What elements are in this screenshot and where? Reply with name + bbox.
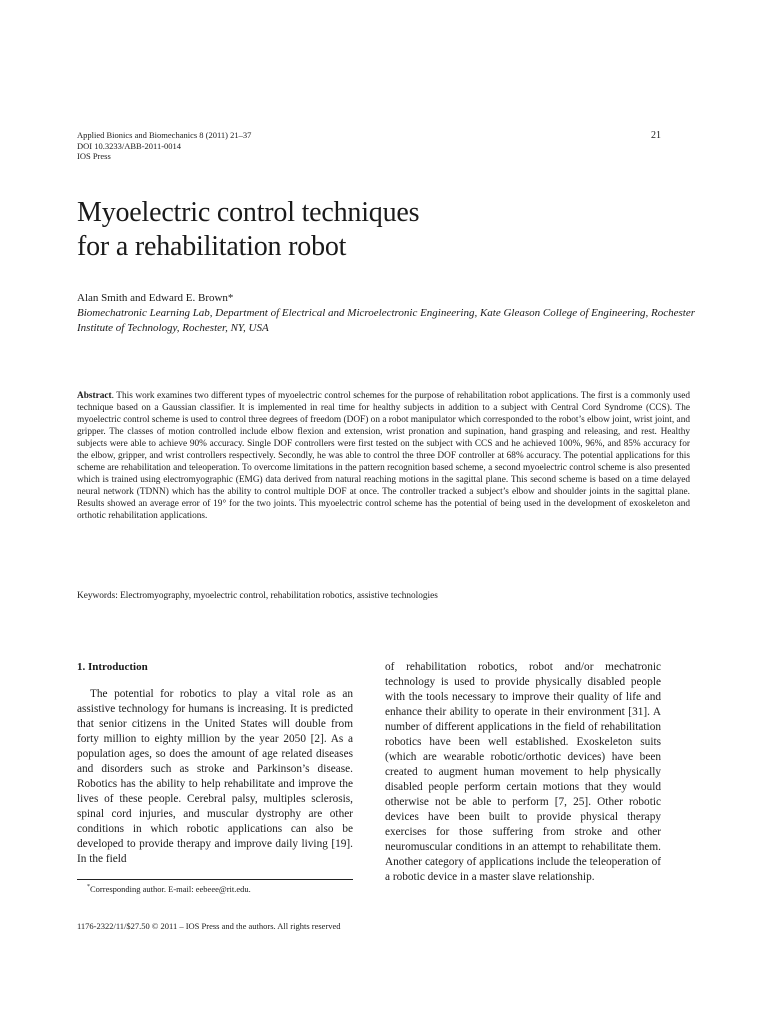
copyright-line: 1176-2322/11/$27.50 © 2011 – IOS Press and the authors. All rights reserved (77, 921, 341, 931)
journal-info (77, 130, 251, 162)
abstract-text: . This work examines two different types of myoelectric control schemes for the purpose of rehabilitation robot applications. The first is a commonly used technique based on a Gaussian classifier. It is implemented in real time for healthy subjects in addition to a subject with Central Cord Syndrome (CCS). The myoelectric control scheme is used to control three degrees of freedom (DOF) on a robot manipulator which corresponded to the robot’s elbow joint, wrist joint, and gripper. The classes of motion controlled include elbow flexion and extension, wrist pronation and supination, hand grasping and releasing, and rest. Healthy subjects were able to achieve 90% accuracy. Single DOF controllers were first tested on the subject with CCS and he achieved 100%, 96%, and 85% accuracy for the elbow, gripper, and wrist controllers respectively. Secondly, he was able to control the three DOF controller at 68% accuracy. The potential applications for this scheme are rehabilitation and teleoperation. To overcome limitations in the pattern recognition based scheme, a second myoelectric control scheme is also presented which is trained using electromyographic (EMG) data derived from natural reaching motions in the sagittal plane. This second scheme is based on a time delayed neural network (TDNN) which has the ability to control multiple DOF at once. The controller tracked a subject’s elbow and shoulder joints in the sagittal plane. Results showed an average error of 19° for the two joints. This myoelectric control scheme has the potential of being used in the development of exoskeleton and orthotic rehabilitation applications. (77, 391, 690, 521)
journal-publisher: IOS Press (77, 151, 111, 161)
intro-paragraph-left: The potential for robotics to play a vital role as an assistive technology for humans is increasing. It is predicted that senior citizens in the United States will double from forty million to eighty million by the year 2050 [2]. As a population ages, so does the amount of age related diseases and disorders such as stroke and Parkinson’s disease. Robotics has the ability to help rehabilitate and improve the lives of these people. Cerebral palsy, multiples sclerosis, spinal cord injuries, and muscular dystrophy are other conditions in which robotic applications can also be developed to provide therapy and improve daily living [19]. In the field (77, 688, 353, 865)
footnote-marker: * (87, 884, 90, 890)
section-heading: 1. Introduction (77, 661, 148, 673)
title-line-2: for a rehabilitation robot (77, 231, 347, 262)
footnote (87, 882, 251, 895)
paper-title (77, 196, 697, 264)
affiliation: Biomechatronic Learning Lab, Department of Electrical and Microelectronic Engineering, Kate Gleason College of Engineering, Rochester Institute of Technology, Rochester, NY, USA (77, 307, 696, 334)
footnote-divider (77, 879, 353, 880)
abstract (77, 390, 690, 522)
keywords: Keywords: Electromyography, myoelectric control, rehabilitation robotics, assistive technologies (77, 591, 438, 601)
title-line-1: Myoelectric control techniques (77, 197, 420, 228)
intro-paragraph-right: of rehabilitation robotics, robot and/or mechatronic technology is used to provide physically disabled people with the tools necessary to improve their quality of life and enhance their ability to operate in their environment [31]. A number of different applications in the field of rehabilitation robotics have been well established. Exoskeleton suits (which are wearable robotic/orthotic devices) have been created to augment human movement to help physically disabled people perform certain motions that they would otherwise not be able to perform [7, 25]. Other robotic devices have been built to provide physical therapy exercises for those suffering from stroke and other neuromuscular conditions in an attempt to rehabilitate them. Another category of applications include the teleoperation of a robotic device in a master slave relationship. (385, 661, 661, 883)
left-column (77, 660, 353, 867)
journal-citation: Applied Bionics and Biomechanics 8 (2011) 21–37 (77, 130, 252, 140)
right-column (385, 660, 661, 885)
footnote-text: Corresponding author. E-mail: eebeee@rit.edu. (90, 883, 251, 894)
authors: Alan Smith and Edward E. Brown* (77, 292, 234, 304)
page-number: 21 (651, 130, 661, 141)
abstract-label: Abstract (77, 391, 112, 401)
journal-doi: DOI 10.3233/ABB-2011-0014 (77, 140, 182, 151)
